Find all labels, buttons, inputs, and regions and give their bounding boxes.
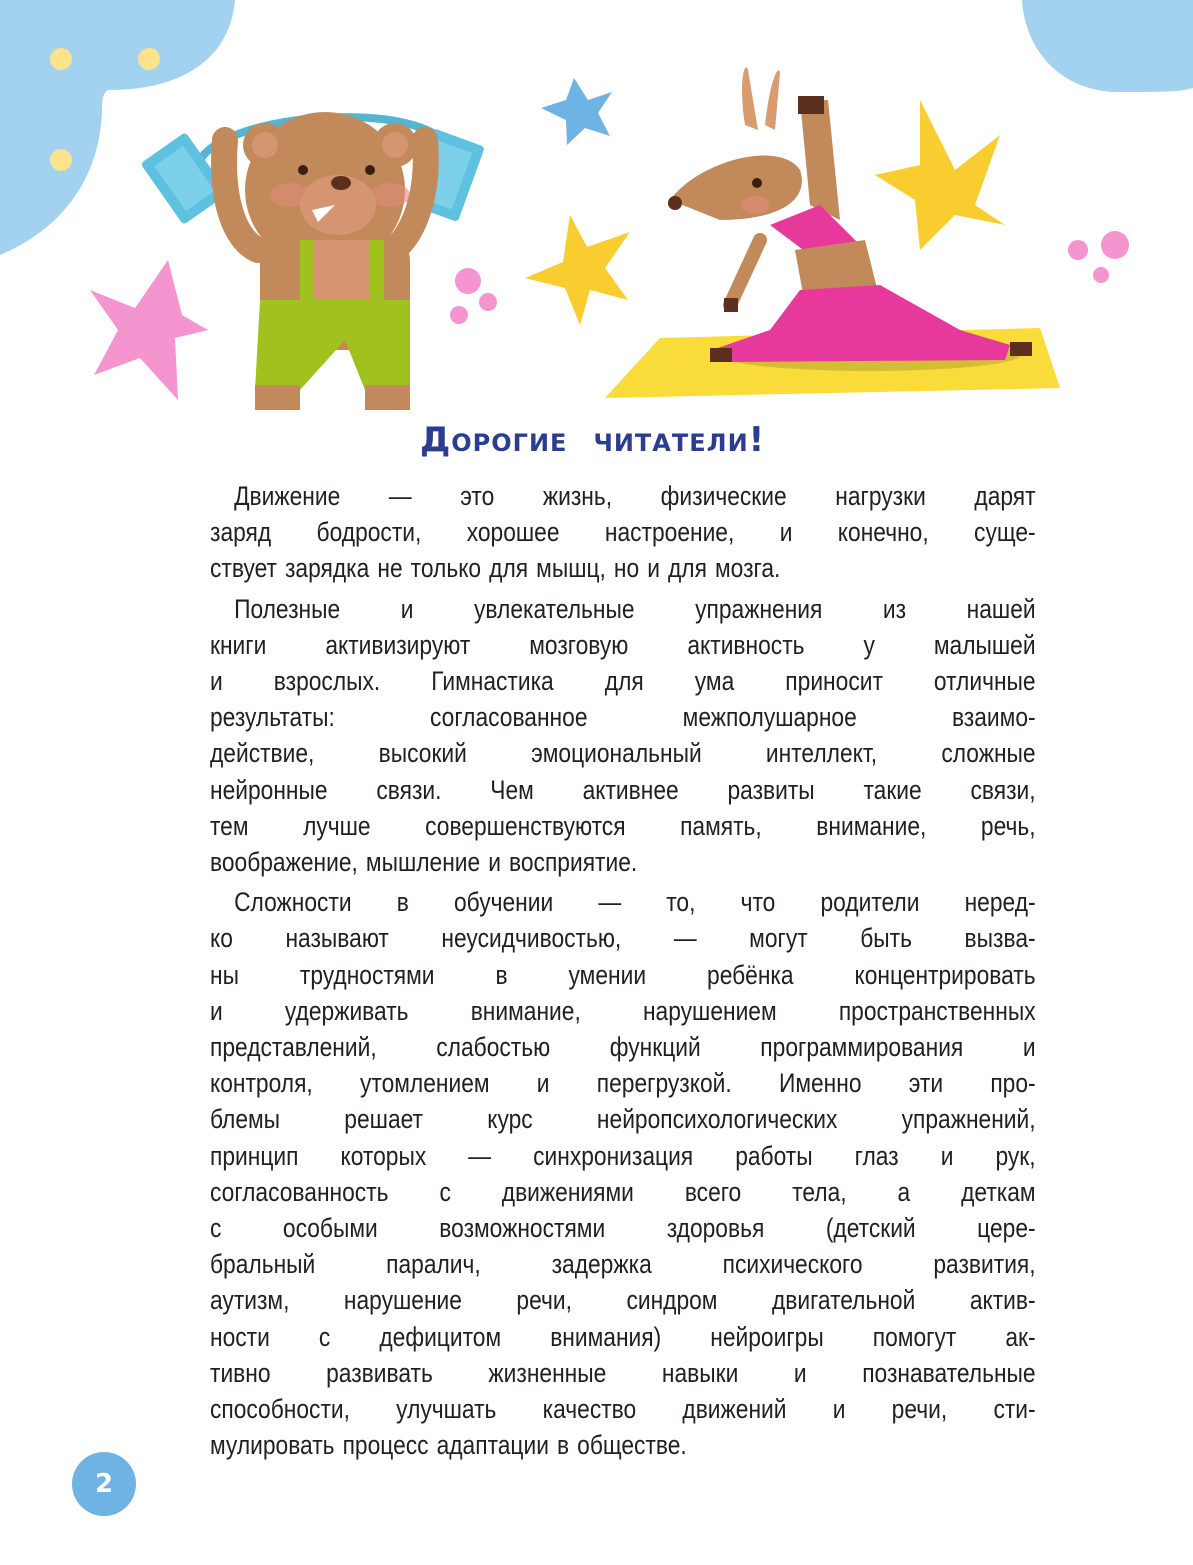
text-line: согласованность с движениями всего тела, а деткам	[210, 1176, 1036, 1207]
text-line: блемы решает курс нейропсихологических упражнений,	[210, 1104, 1036, 1135]
text-line: с особыми возможностями здоровья (детский цере-	[210, 1213, 1036, 1244]
text-line: ствует зарядка не только для мышц, но и для мозга.	[210, 553, 781, 584]
page-title	[420, 420, 840, 460]
text-line: ко называют неусидчивостью, — могут быть вызва-	[210, 923, 1036, 954]
text-line: тем лучше совершенствуются память, внимание, речь,	[210, 810, 1036, 841]
text-line: ности с дефицитом внимания) нейроигры помогут ак-	[210, 1321, 1036, 1352]
header-illustration	[0, 0, 1193, 420]
text-line: бральный паралич, задержка психического развития,	[210, 1249, 1036, 1280]
text-line: контроля, утомлением и перегрузкой. Именно эти про-	[210, 1068, 1036, 1099]
text-line: воображение, мышление и восприятие.	[210, 847, 638, 878]
body-text	[210, 478, 1036, 1467]
text-line: Полезные и увлекательные упражнения из нашей	[234, 593, 1036, 624]
star-pink-icon	[90, 260, 208, 400]
text-line: и взрослых. Гимнастика для ума приносит отличные	[210, 666, 1036, 697]
text-line: тивно развивать жизненные навыки и познавательные	[210, 1357, 1036, 1388]
text-line: нейронные связи. Чем активнее развиты такие связи,	[210, 774, 1036, 805]
title-word-1: Дорогие	[420, 420, 568, 460]
text-line: представлений, слабостью функций программирования и	[210, 1032, 1036, 1063]
text-line: мулировать процесс адаптации в обществе.	[210, 1430, 687, 1461]
page-number-badge: 2	[72, 1452, 136, 1516]
text-line: ны трудностями в умении ребёнка концентрировать	[210, 959, 1036, 990]
text-line: заряд бодрости, хорошее настроение, и конечно, суще-	[210, 517, 1036, 548]
text-line: и удерживать внимание, нарушением пространственных	[210, 995, 1036, 1026]
text-line: книги активизируют мозговую активность у малышей	[210, 629, 1036, 660]
text-line: способности, улучшать качество движений и речи, сти-	[210, 1394, 1036, 1425]
text-line: принцип которых — синхронизация работы глаз и рук,	[210, 1140, 1036, 1171]
paragraph-2	[210, 591, 1036, 881]
paragraph-1	[210, 478, 1036, 587]
text-line: Сложности в обучении — то, что родители неред-	[234, 887, 1036, 918]
text-line: аутизм, нарушение речи, синдром двигательной актив-	[210, 1285, 1036, 1316]
paragraph-3	[210, 884, 1036, 1463]
text-line: результаты: согласованное межполушарное взаимо-	[210, 702, 1036, 733]
text-line: Движение — это жизнь, физические нагрузки дарят	[234, 481, 1036, 511]
title-word-2: читатели!	[593, 420, 766, 460]
text-line: действие, высокий эмоциональный интеллект, сложные	[210, 738, 1036, 769]
bear-weightlifter-icon	[140, 112, 485, 410]
